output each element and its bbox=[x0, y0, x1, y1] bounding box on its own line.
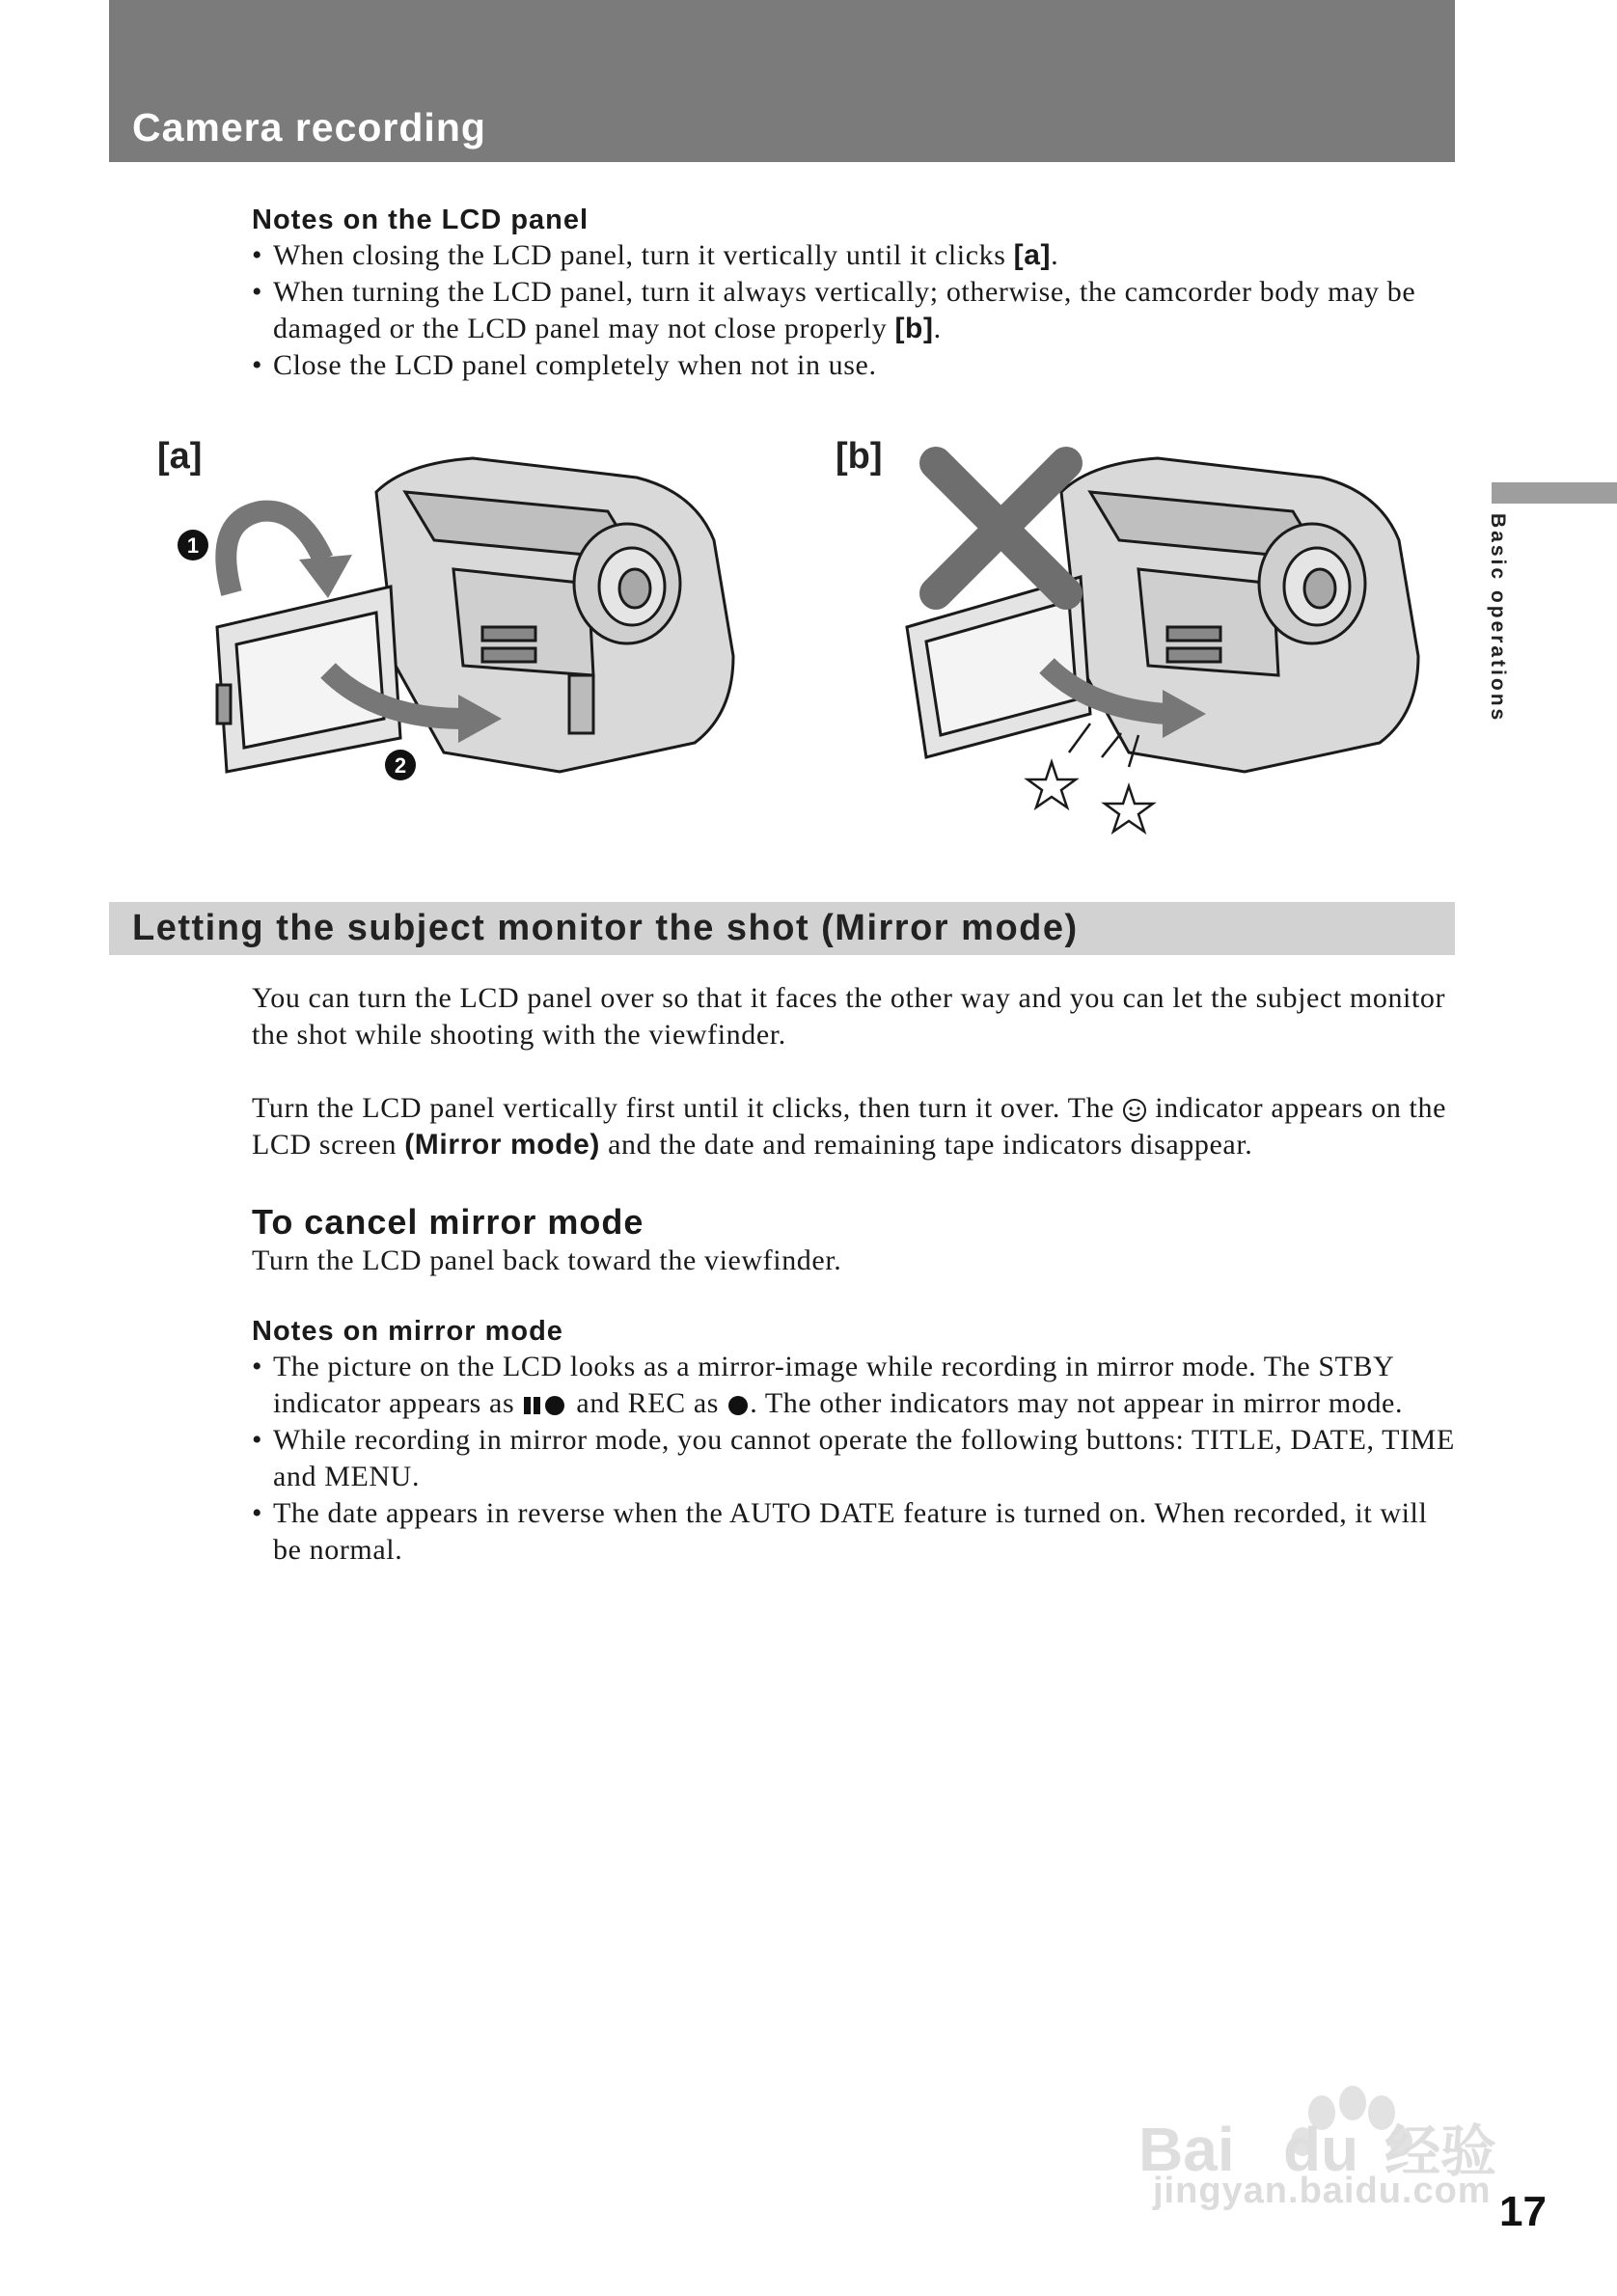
list-item: • While recording in mirror mode, you cannot operate the following buttons: TITLE, DATE, TIME and MENU. bbox=[252, 1422, 1458, 1495]
figure-a-camcorder-illustration bbox=[154, 424, 772, 830]
cancel-heading: To cancel mirror mode bbox=[252, 1202, 644, 1242]
figure-b-label: [b] bbox=[836, 436, 883, 477]
list-item: • When turning the LCD panel, turn it always vertically; otherwise, the camcorder body may be damaged or the LCD panel may not close properly [b]. bbox=[252, 274, 1458, 347]
side-tab-text: Basic operations bbox=[1487, 513, 1509, 724]
figure-b-camcorder-illustration bbox=[897, 424, 1476, 839]
watermark-url: jingyan.baidu.com bbox=[1153, 2171, 1492, 2211]
mirror-para-2: Turn the LCD panel vertically first until it clicks, then turn it over. The indicator appears on the LCD screen (Mirror mode) and the date and remaining tape indicators disappear. bbox=[252, 1092, 1447, 1161]
baidu-watermark-icon bbox=[1138, 2064, 1524, 2238]
cancel-text: Turn the LCD panel back toward the viewfinder. bbox=[252, 1244, 842, 1276]
lens bbox=[574, 524, 680, 643]
mirror-section-bar bbox=[109, 902, 1455, 955]
list-item: • When closing the LCD panel, turn it vertically until it clicks [a]. bbox=[252, 237, 1458, 274]
watermark-brand-2: du bbox=[1283, 2115, 1359, 2184]
notes-lcd-list bbox=[252, 237, 1458, 384]
lens bbox=[1259, 524, 1365, 643]
figure-ref: [a] bbox=[1013, 239, 1052, 271]
mirror-mode-icon bbox=[1122, 1098, 1147, 1123]
mirror-para-1: You can turn the LCD panel over so that it faces the other way and you can let the subject monitor the shot while shooting with the viewfinder. bbox=[252, 982, 1446, 1051]
mirror-notes-list bbox=[252, 1349, 1458, 1569]
mirror-section-body bbox=[252, 980, 1458, 1569]
watermark-cn: 经验 bbox=[1384, 2118, 1497, 2184]
lcd-panel bbox=[217, 587, 400, 772]
rec-indicator-icon bbox=[726, 1393, 750, 1418]
list-item: • The date appears in reverse when the AUTO DATE feature is turned on. When recorded, it will be normal. bbox=[252, 1495, 1458, 1569]
page-title: Camera recording bbox=[132, 105, 486, 150]
notes-lcd-heading: Notes on the LCD panel bbox=[252, 205, 589, 235]
list-item: • The picture on the LCD looks as a mirror-image while recording in mirror mode. The STBY indicator appears as and REC as . The other indicators may not appear in mirror mode. bbox=[252, 1349, 1458, 1422]
wrong-mark-icon bbox=[936, 463, 1066, 593]
mirror-section-title: Letting the subject monitor the shot (Mirror mode) bbox=[132, 908, 1079, 948]
side-tab-label bbox=[1476, 513, 1515, 735]
mirror-notes-heading: Notes on mirror mode bbox=[252, 1316, 563, 1347]
side-tab-marker bbox=[1492, 482, 1617, 504]
camcorder-body bbox=[1061, 458, 1418, 772]
step-2-number: 2 bbox=[394, 753, 407, 778]
page-number: 17 bbox=[1499, 2188, 1547, 2235]
step-1-number: 1 bbox=[186, 533, 200, 558]
figure-ref: [b] bbox=[894, 313, 934, 344]
list-item: • Close the LCD panel completely when not in use. bbox=[252, 347, 1458, 384]
stby-indicator-icon bbox=[522, 1393, 568, 1418]
watermark-brand: Bai bbox=[1138, 2115, 1235, 2184]
rotate-arrow-1 bbox=[226, 511, 323, 593]
rotate-arrow-1-head bbox=[299, 555, 352, 598]
header-band bbox=[109, 0, 1455, 162]
notes-lcd-section bbox=[252, 203, 1458, 384]
figure-a-label: [a] bbox=[157, 436, 203, 477]
